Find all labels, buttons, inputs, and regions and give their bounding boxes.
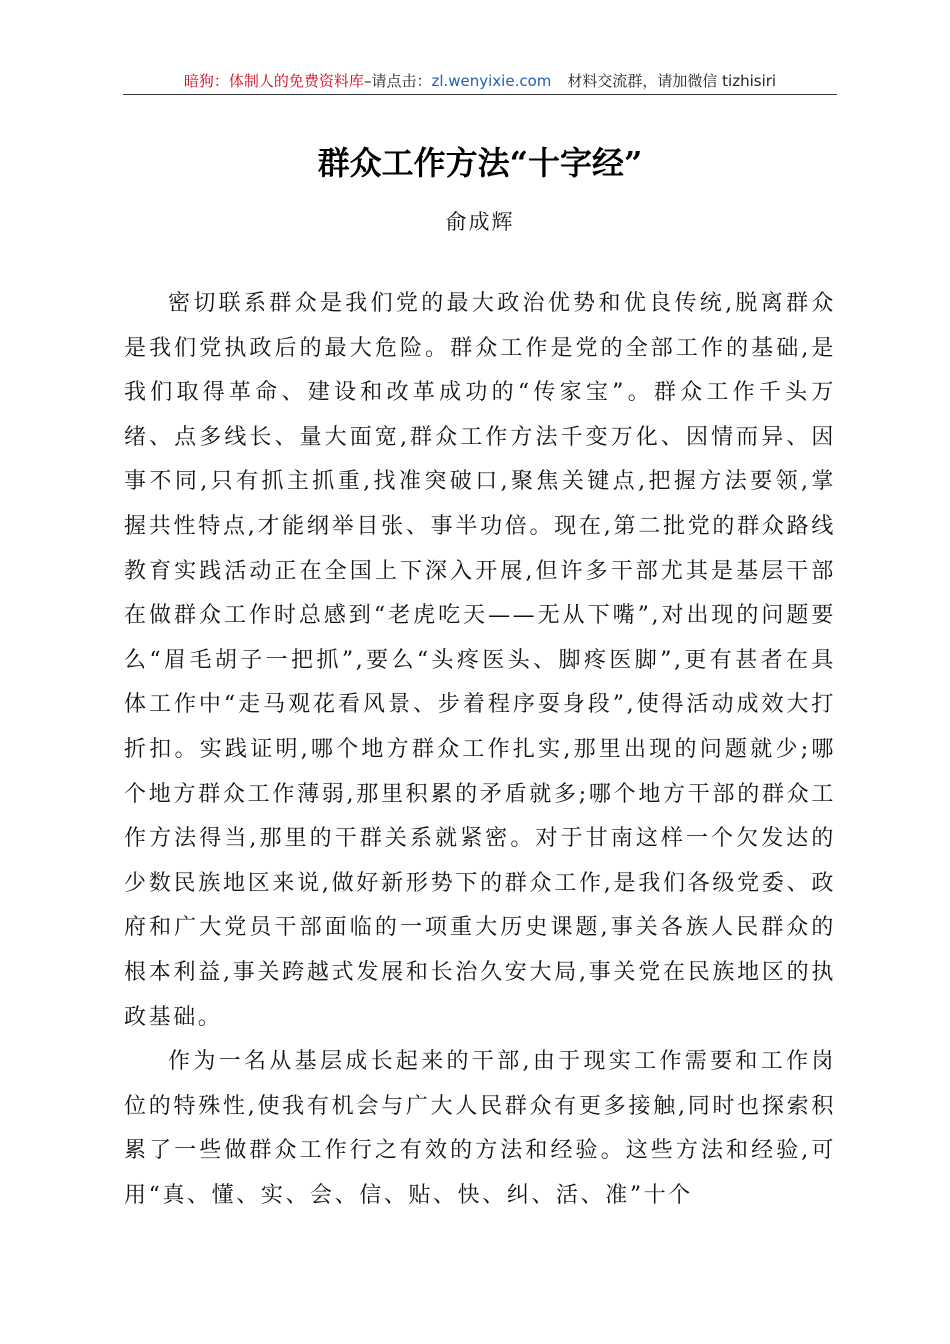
paragraph: 密切联系群众是我们党的最大政治优势和优良传统,脱离群众是我们党执政后的最大危险。群众工作是党的全部工作的基础,是我们取得革命、建设和改革成功的“传家宝”。群众工作千头万绪、点多线长、量大面宽,群众工作方法千变万化、因情而异、因事不同,只有抓主抓重,找准突破口,聚焦关键点,把握方法要领,掌握共性特点,才能纲举目张、事半功倍。现在,第二批党的群众路线教育实践活动正在全国上下深入开展,但许多干部尤其是基层干部在做群众工作时总感到“老虎吃天——无从下嘴”,对出现的问题要么“眉毛胡子一把抓”,要么“头疼医头、脚疼医脚”,更有甚者在具体工作中“走马观花看风景、步着程序耍身段”,使得活动成效大打折扣。实践证明,哪个地方群众工作扎实,那里出现的问题就少;哪个地方群众工作薄弱,那里积累的矛盾就多;哪个地方干部的群众工作方法得当,那里的干群关系就紧密。对于甘南这样一个欠发达的少数民族地区来说,做好新形势下的群众工作,是我们各级党委、政府和广大党员干部面临的一项重大历史课题,事关各族人民群众的根本利益,事关跨越式发展和长治久安大局,事关党在民族地区的执政基础。 xyxy=(124,291,836,1030)
header-note: 材料交流群，请加微信 tizhisiri xyxy=(567,72,777,90)
header-prompt: –请点击： xyxy=(363,72,432,90)
header-divider xyxy=(123,94,837,95)
document-body xyxy=(124,282,836,1218)
header-brand: 暗狗：体制人的免费资料库 xyxy=(183,72,364,90)
page-header xyxy=(123,70,837,92)
paragraph: 作为一名从基层成长起来的干部,由于现实工作需要和工作岗位的特殊性,使我有机会与广大人民群众有更多接触,同时也探索积累了一些做群众工作行之有效的方法和经验。这些方法和经验,可用“真、懂、实、会、信、贴、快、纠、活、准”十个 xyxy=(124,1049,836,1208)
header-url-link[interactable]: zl.wenyixie.com xyxy=(431,72,552,90)
document-author: 俞成辉 xyxy=(445,210,515,234)
document-title: 群众工作方法“十字经” xyxy=(317,144,643,183)
